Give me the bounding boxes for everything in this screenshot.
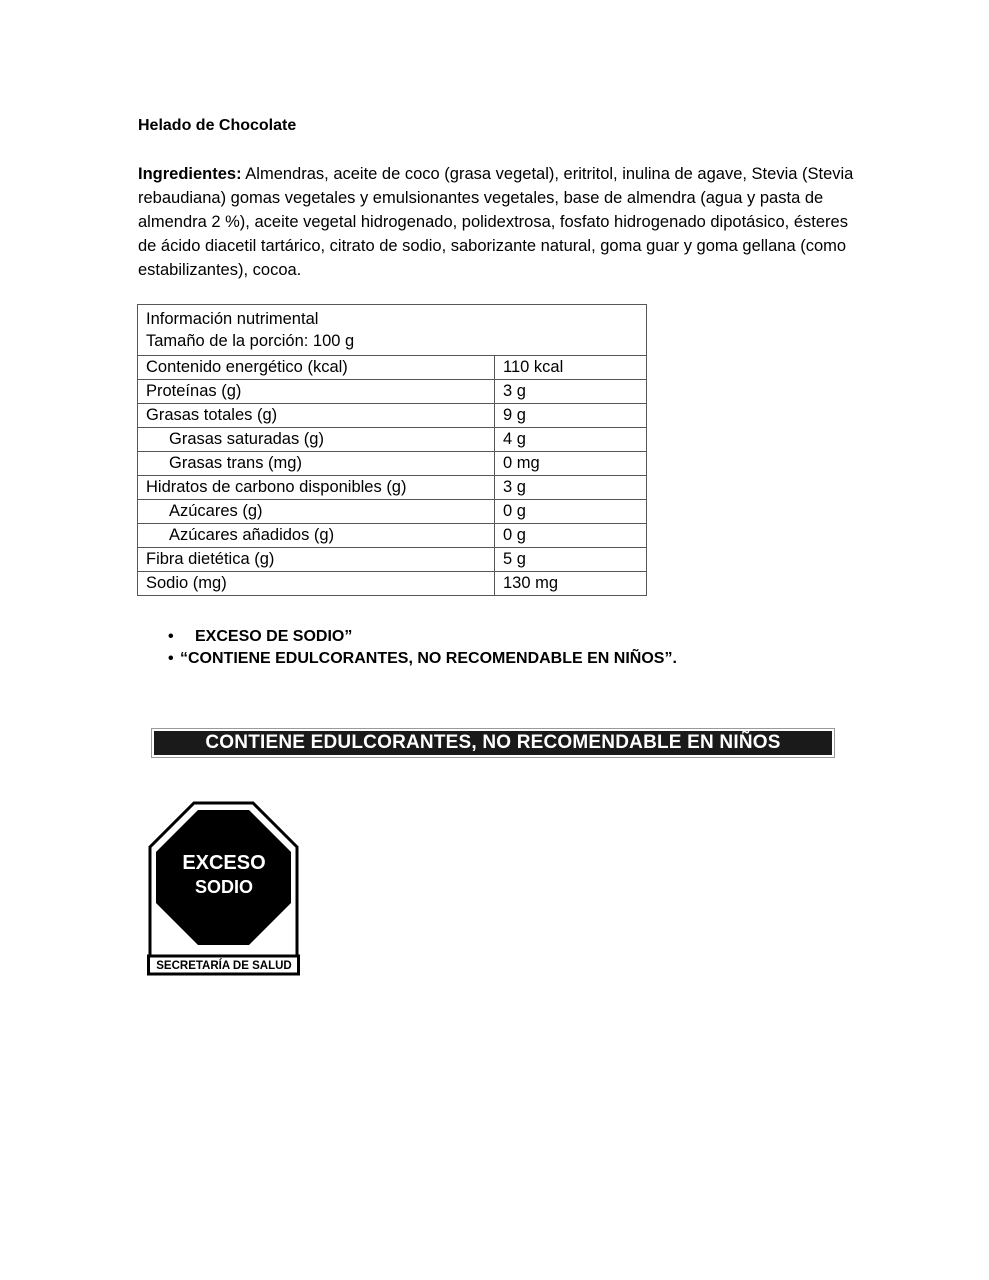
nutrition-header-cell: [138, 305, 647, 356]
exceso-sodio-seal: [146, 800, 301, 977]
bullet-text: EXCESO DE SODIO”: [195, 628, 353, 645]
table-row: [138, 524, 647, 548]
table-row: [138, 572, 647, 596]
table-row: [138, 356, 647, 380]
banner-text: CONTIENE EDULCORANTES, NO RECOMENDABLE EN NIÑOS: [154, 731, 832, 755]
warning-bullet-list: [168, 626, 677, 670]
nutrient-value: 4 g: [495, 428, 647, 452]
nutrient-label: Grasas totales (g): [138, 404, 495, 428]
sweetener-warning-banner: [151, 728, 835, 758]
nutrient-value: 5 g: [495, 548, 647, 572]
nutrition-header-row: [138, 305, 647, 356]
nutrient-value: 0 g: [495, 524, 647, 548]
ingredients-label: Ingredientes:: [138, 165, 242, 183]
nutrient-label: Fibra dietética (g): [138, 548, 495, 572]
table-row: [138, 548, 647, 572]
nutrient-value: 3 g: [495, 476, 647, 500]
nutrient-label: Azúcares añadidos (g): [138, 524, 495, 548]
nutrient-label: Azúcares (g): [138, 500, 495, 524]
seal-line1: EXCESO: [182, 852, 266, 874]
nutrition-table: [137, 304, 647, 596]
nutrient-value: 0 mg: [495, 452, 647, 476]
ingredients-paragraph: [138, 162, 868, 282]
table-row: [138, 428, 647, 452]
nutrient-label: Sodio (mg): [138, 572, 495, 596]
table-row: [138, 476, 647, 500]
nutrient-value: 9 g: [495, 404, 647, 428]
nutrient-label: Hidratos de carbono disponibles (g): [138, 476, 495, 500]
nutrient-value: 130 mg: [495, 572, 647, 596]
nutrition-header-title: Información nutrimental: [146, 310, 319, 328]
product-title: Helado de Chocolate: [138, 117, 297, 134]
table-row: [138, 404, 647, 428]
nutrient-label: Proteínas (g): [138, 380, 495, 404]
serving-size: Tamaño de la porción: 100 g: [146, 332, 355, 350]
bullet-icon: •: [168, 650, 174, 667]
bullet-text: “CONTIENE EDULCORANTES, NO RECOMENDABLE EN NIÑOS”.: [180, 650, 677, 667]
nutrient-label: Grasas saturadas (g): [138, 428, 495, 452]
list-item: [168, 626, 677, 648]
table-row: [138, 452, 647, 476]
nutrient-label: Grasas trans (mg): [138, 452, 495, 476]
nutrient-value: 3 g: [495, 380, 647, 404]
nutrient-label: Contenido energético (kcal): [138, 356, 495, 380]
table-row: [138, 380, 647, 404]
ingredients-text: Almendras, aceite de coco (grasa vegetal), eritritol, inulina de agave, Stevia (Stevia rebaudiana) gomas vegetales y emulsionantes vegetales, base de almendra (agua y pasta de almendra 2 %), aceite vegetal hidrogenado, polidextrosa, fosfato hidrogenado dipotásico, ésteres de ácido diacetil tartárico, citrato de sodio, saborizante natural, goma guar y goma gellana (como estabilizantes), cocoa.: [138, 165, 854, 279]
seal-footer: SECRETARÍA DE SALUD: [156, 960, 292, 972]
list-item: [168, 648, 677, 670]
bullet-icon: •: [168, 628, 174, 645]
table-row: [138, 500, 647, 524]
seal-line2: SODIO: [194, 877, 254, 897]
nutrient-value: 0 g: [495, 500, 647, 524]
nutrient-value: 110 kcal: [495, 356, 647, 380]
